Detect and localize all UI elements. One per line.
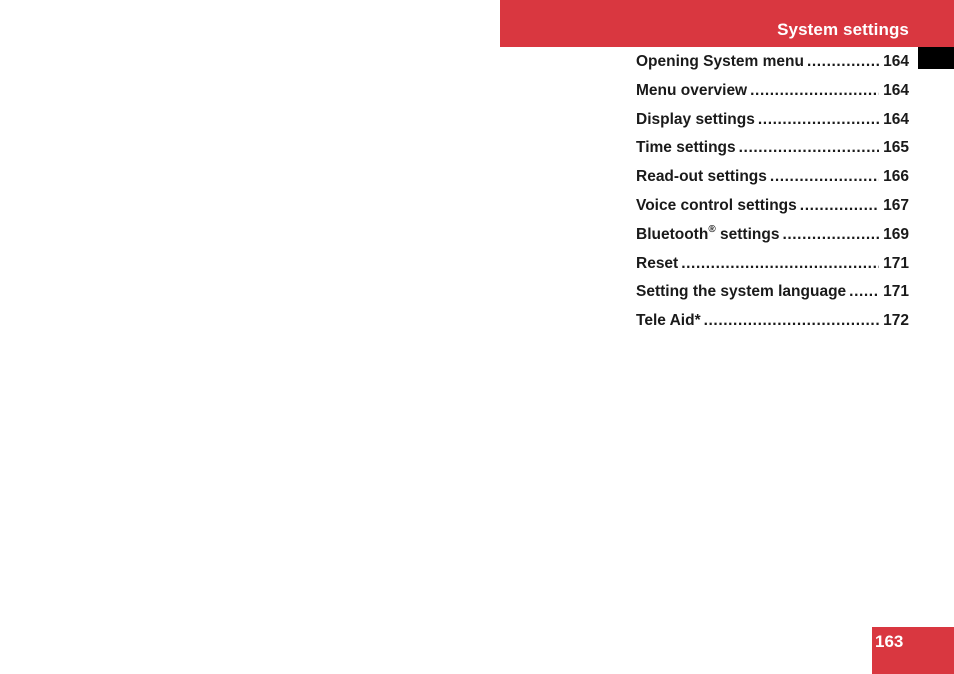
registered-trademark-mark: ® [708, 223, 716, 235]
toc-entry-label: Tele Aid* [636, 312, 701, 330]
chapter-tab-marker [918, 47, 954, 69]
toc-entry-label: Display settings [636, 110, 755, 128]
toc-dot-leader [800, 195, 879, 216]
toc-page-number: 164 [883, 81, 909, 99]
toc-entry-reset[interactable] [636, 253, 909, 282]
toc-page-number: 171 [883, 283, 909, 301]
toc-entry-label-suffix: settings [715, 225, 780, 243]
toc-dot-leader [770, 166, 879, 187]
toc-entry-time-settings[interactable] [636, 137, 909, 166]
toc-entry-tele-aid[interactable] [636, 310, 909, 339]
toc-page-number: 172 [883, 312, 909, 330]
toc-page-number: 164 [883, 53, 909, 70]
toc-dot-leader [681, 253, 879, 274]
toc-entry-label: Time settings [636, 139, 736, 157]
toc-page-number: 166 [883, 168, 909, 186]
toc-dot-leader [758, 109, 879, 130]
toc-entry-label: Opening System menu [636, 53, 804, 70]
toc-entry-read-out-settings[interactable] [636, 166, 909, 195]
toc-page-number: 164 [883, 110, 909, 128]
toc-dot-leader [750, 80, 879, 101]
toc-entry-label-main: Bluetooth [636, 225, 709, 243]
toc-dot-leader [807, 51, 879, 72]
toc-entry-label: Read-out settings [636, 168, 767, 186]
toc-entry-label: Menu overview [636, 81, 748, 99]
toc-page-number: 165 [883, 139, 909, 157]
toc-entry-setting-the-system-language[interactable] [636, 281, 909, 310]
toc-page-number: 171 [883, 254, 909, 272]
toc-entry-bluetooth-settings[interactable] [636, 224, 909, 253]
toc-entry-label [636, 224, 779, 245]
toc-entry-menu-overview[interactable] [636, 80, 909, 109]
toc-dot-leader [782, 224, 879, 245]
toc-entry-opening-system-menu[interactable] [636, 51, 909, 80]
toc-entry-voice-control-settings[interactable] [636, 195, 909, 224]
toc-entry-label: Reset [636, 254, 679, 272]
section-title: System settings [777, 20, 909, 39]
toc-dot-leader [739, 137, 879, 158]
table-of-contents [636, 51, 909, 339]
toc-entry-label: Setting the system language [636, 283, 847, 301]
toc-dot-leader [849, 281, 879, 302]
toc-entry-display-settings[interactable] [636, 109, 909, 138]
toc-dot-leader [704, 310, 880, 331]
toc-page-number: 169 [883, 225, 909, 243]
page-number: 163 [875, 632, 904, 651]
toc-entry-label: Voice control settings [636, 196, 797, 214]
toc-page-number: 167 [883, 196, 909, 214]
